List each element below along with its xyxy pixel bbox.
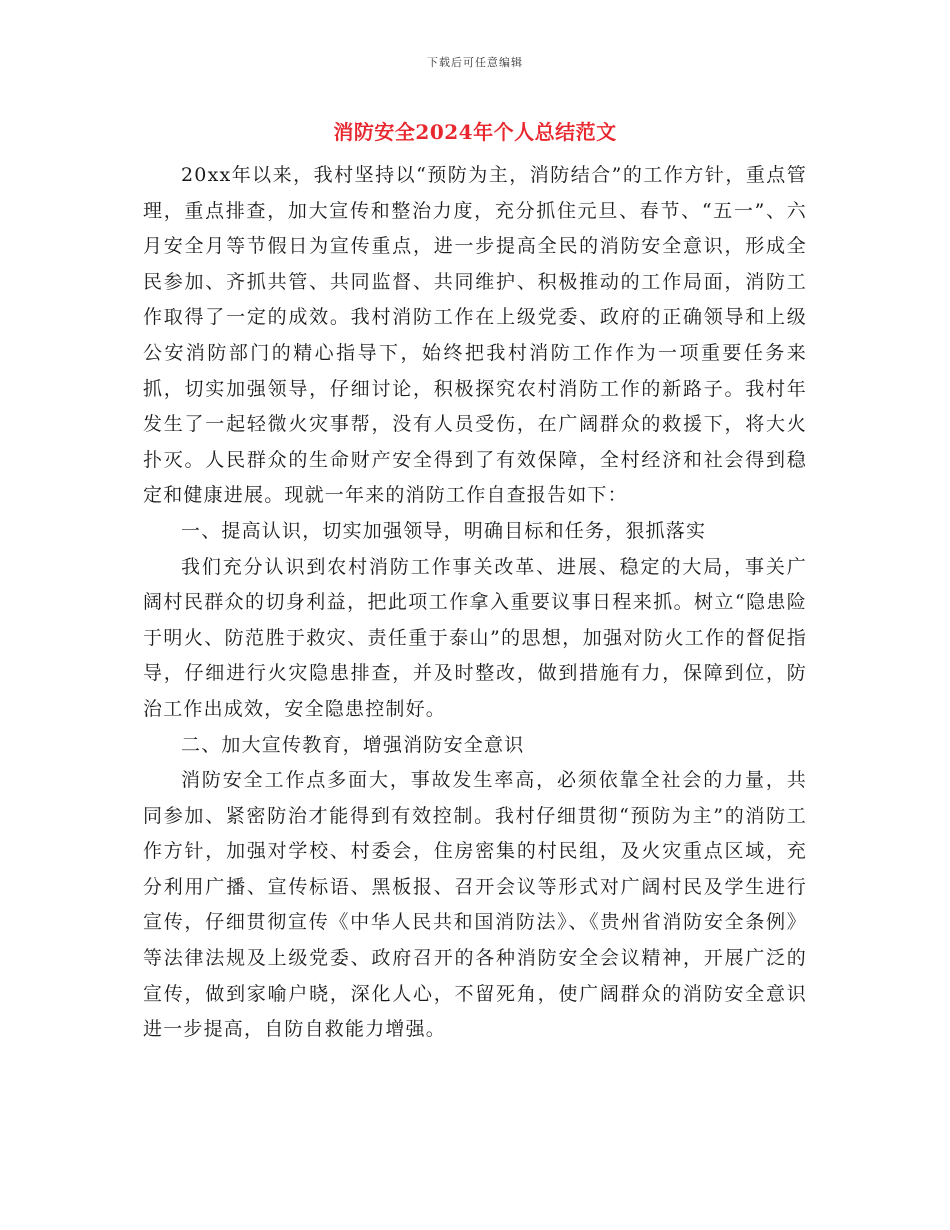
section-heading-1: 一、提高认识，切实加强领导，明确目标和任务，狠抓落实 bbox=[181, 519, 707, 542]
section-2-paragraph: 消防安全工作点多面大，事故发生率高，必须依靠全社会的力量，共同参加、紧密防治才能得到有效控制。我村仔细贯彻“预防为主”的消防工作方针，加强对学校、村委会，住房密集的村民组，及火灾重点区域，充分利用广播、宣传标语、黑板报、召开会议等形式对广阔村民及学生进行宣传，仔细贯彻宣传《中华人民共和国消防法》、《贵州省消防安全条例》等法律法规及上级党委、政府召开的各种消防安全会议精神，开展广泛的宣传，做到家喻户晓，深化人心，不留死角，使广阔群众的消防安全意识进一步提高，自防自救能力增强。 bbox=[143, 769, 807, 1041]
section-1-paragraph: 我们充分认识到农村消防工作事关改革、进展、稳定的大局，事关广阔村民群众的切身利益，把此项工作拿入重要议事日程来抓。树立“隐患险于明火、防范胜于救灾、责任重于泰山”的思想，加强对防火工作的督促指导，仔细进行火灾隐患排查，并及时整改，做到措施有力，保障到位，防治工作出成效，安全隐患控制好。 bbox=[143, 555, 807, 720]
intro-paragraph: 20xx年以来，我村坚持以“预防为主，消防结合”的工作方针，重点管理，重点排查，加大宣传和整治力度，充分抓住元旦、春节、“五一”、六月安全月等节假日为宣传重点，进一步提高全民的消防安全意识，形成全民参加、齐抓共管、共同监督、共同维护、积极推动的工作局面，消防工作取得了一定的成效。我村消防工作在上级党委、政府的正确领导和上级公安消防部门的精心指导下，始终把我村消防工作作为一项重要任务来抓，切实加强领导，仔细讨论，积极探究农村消防工作的新路子。我村年发生了一起轻微火灾事帮，没有人员受伤，在广阔群众的救援下，将大火扑灭。人民群众的生命财产安全得到了有效保障，全村经济和社会得到稳定和健康进展。现就一年来的消防工作自查报告如下： bbox=[143, 164, 807, 507]
document-title: 消防安全2024年个人总结范文 bbox=[333, 120, 617, 144]
header-note: 下载后可任意编辑 bbox=[427, 56, 523, 69]
document-body bbox=[143, 158, 807, 1048]
section-heading-2: 二、加大宣传教育，增强消防安全意识 bbox=[181, 733, 525, 756]
